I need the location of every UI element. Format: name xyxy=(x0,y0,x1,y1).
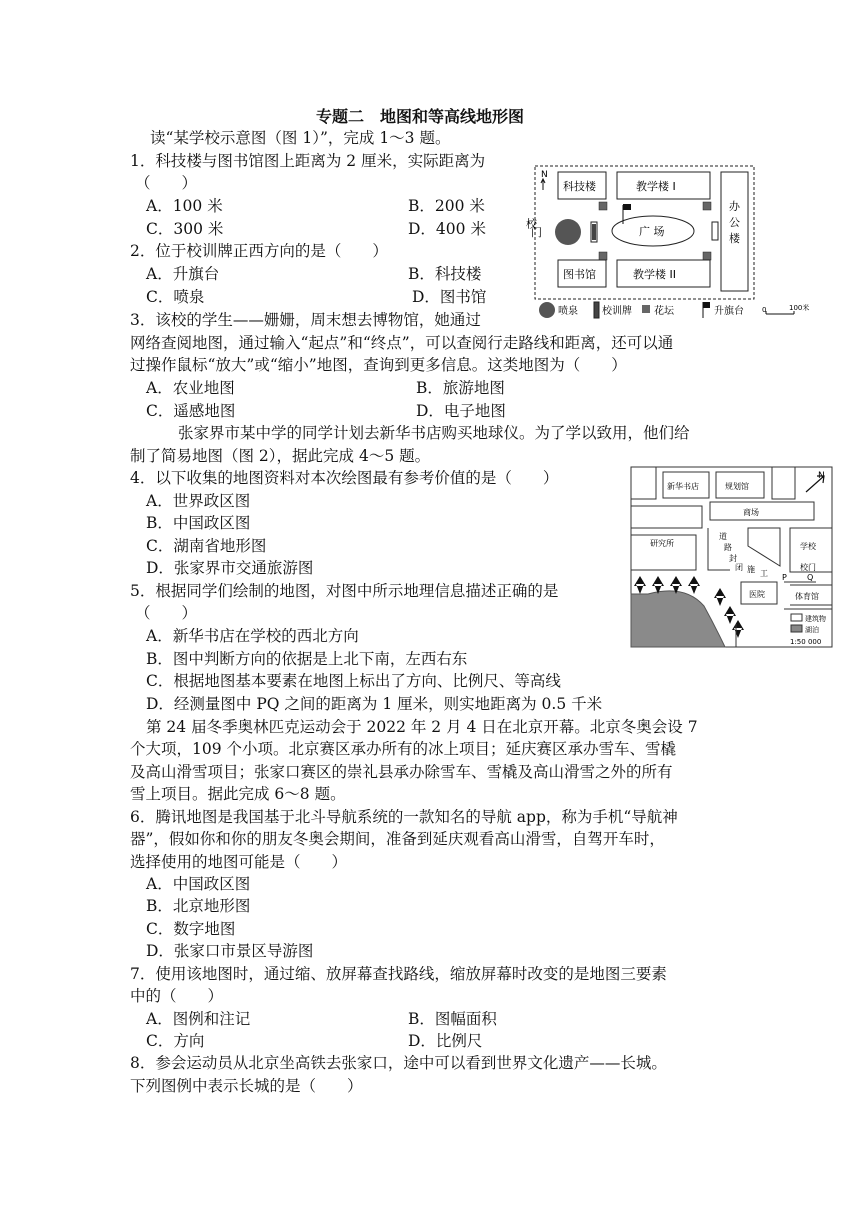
figure-1-scale-bar xyxy=(764,302,814,318)
svg-text:楼: 楼 xyxy=(729,232,740,245)
q7-option-d: D．比例尺 xyxy=(408,1032,483,1050)
intro-3-line-1: 第 24 届冬季奥林匹克运动会于 2022 年 2 月 4 日在北京开幕。北京冬奥会设 7 xyxy=(146,718,698,736)
svg-text:施: 施 xyxy=(747,565,755,574)
q6-option-a: A．中国政区图 xyxy=(146,875,251,893)
figure-2-town-map xyxy=(630,466,834,650)
q2-option-a: A．升旗台 xyxy=(146,265,220,283)
q1-paren: （ ） xyxy=(135,174,198,192)
q7-option-c: C．方向 xyxy=(146,1032,205,1050)
fig1-north-label: N xyxy=(541,170,548,180)
intro-2-line-2: 制了简易地图（图 2），据此完成 4～5 题。 xyxy=(130,447,431,465)
fig1-tushu-label: 图书馆 xyxy=(563,268,596,281)
legend-flowerbed-label: 花坛 xyxy=(654,306,674,317)
intro-1: 读“某学校示意图（图 1）”，完成 1～3 题。 xyxy=(150,129,451,147)
q1-stem: 1．科技楼与图书馆图上距离为 2 厘米，实际距离为 xyxy=(130,152,486,170)
q4-option-c: C．湖南省地形图 xyxy=(146,537,267,555)
q3-option-a: A．农业地图 xyxy=(146,379,235,397)
q5-option-c: C．根据地图基本要素在地图上标出了方向、比例尺、等高线 xyxy=(146,672,561,690)
fig2-xinhua-label: 新华书店 xyxy=(667,482,699,491)
q7-line-1: 7．使用该地图时，通过缩、放屏幕查找路线，缩放屏幕时改变的是地图三要素 xyxy=(130,965,667,983)
q3-line-2: 网络查阅地图，通过输入“起点”和“终点”，可以查阅行走路线和距离，还可以通 xyxy=(130,334,674,352)
fig2-p-label: P xyxy=(782,573,787,582)
q2-option-d: D．图书馆 xyxy=(412,288,487,306)
legend-fountain-label: 喷泉 xyxy=(558,306,578,317)
fig1-keji-label: 科技楼 xyxy=(563,180,596,193)
q1-option-a: A．100 米 xyxy=(146,197,223,215)
q5-option-d: D．经测量图中 PQ 之间的距离为 1 厘米，则实地距离为 0.5 千米 xyxy=(146,695,603,713)
q4-option-d: D．张家界市交通旅游图 xyxy=(146,559,314,577)
q6-line-2: 器”，假如你和你的朋友冬奥会期间，准备到延庆观看高山滑雪，自驾开车时， xyxy=(130,830,665,848)
legend-flowerbed-icon xyxy=(642,305,650,313)
fig1-jx2-label: 教学楼 II xyxy=(633,268,676,281)
q1-option-b: B．200 米 xyxy=(408,197,485,215)
fig1-square-label: 广 场 xyxy=(639,225,665,238)
fig2-legend-lake-label: 湖泊 xyxy=(805,626,819,634)
q3-line-3: 过操作鼠标“放大”或“缩小”地图，查询到更多信息。这类地图为（ ） xyxy=(130,356,627,374)
svg-text:办: 办 xyxy=(729,200,740,213)
svg-text:闭: 闭 xyxy=(735,563,743,572)
q6-option-b: B．北京地形图 xyxy=(146,897,251,915)
q8-line-2: 下列图例中表示长城的是（ ） xyxy=(130,1077,363,1095)
q3-option-c: C．遥感地图 xyxy=(146,402,236,420)
legend-flag-label: 升旗台 xyxy=(714,306,744,317)
q2-option-b: B．科技楼 xyxy=(408,265,482,283)
legend-motto-icon xyxy=(594,302,599,318)
fig2-school-label: 学校 xyxy=(800,542,816,551)
intro-3-line-2: 个大项，109 个小项。北京赛区承办所有的冰上项目；延庆赛区承办雪车、雪橇 xyxy=(130,740,677,758)
figure-1-school-map xyxy=(524,160,768,320)
svg-text:路: 路 xyxy=(724,543,732,552)
fig2-road-label: 道 xyxy=(719,532,727,541)
q4-stem: 4．以下收集的地图资料对本次绘图最有参考价值的是（ ） xyxy=(130,469,559,487)
q6-line-3: 选择使用的地图可能是（ ） xyxy=(130,853,348,871)
fig2-gate-label: 校门 xyxy=(800,563,816,572)
fig1-jx1-label: 教学楼 I xyxy=(636,180,676,193)
svg-text:工: 工 xyxy=(760,569,768,578)
q5-paren: （ ） xyxy=(135,604,198,622)
q7-option-a: A．图例和注记 xyxy=(146,1010,251,1028)
q5-option-a: A．新华书店在学校的西北方向 xyxy=(146,627,359,645)
q7-option-b: B．图幅面积 xyxy=(408,1010,497,1028)
svg-text:公: 公 xyxy=(729,216,740,229)
q3-option-b: B．旅游地图 xyxy=(416,379,505,397)
legend-fountain-icon xyxy=(539,302,555,318)
q3-option-d: D．电子地图 xyxy=(416,402,506,420)
q6-option-c: C．数字地图 xyxy=(146,920,236,938)
legend-motto-label: 校训牌 xyxy=(602,306,632,317)
svg-text:封: 封 xyxy=(729,554,737,563)
fig2-legend-lake-icon xyxy=(791,625,802,632)
fig2-hospital-label: 医院 xyxy=(749,590,765,599)
q7-line-2: 中的（ ） xyxy=(130,987,224,1005)
q5-stem: 5．根据同学们绘制的地图，对图中所示地理信息描述正确的是 xyxy=(130,582,559,600)
fig2-guihua-label: 规划馆 xyxy=(725,482,749,491)
legend-scale-0: 0 xyxy=(762,306,767,314)
legend-scale-100: 100米 xyxy=(789,304,810,312)
q4-option-a: A．世界政区图 xyxy=(146,492,251,510)
fig2-shangchang-label: 商场 xyxy=(743,508,759,517)
q6-option-d: D．张家口市景区导游图 xyxy=(146,942,314,960)
fig2-north-label: N xyxy=(818,471,825,481)
fig2-legend-building-label: 建筑物 xyxy=(805,615,826,623)
page-title: 专题二 地图和等高线地形图 xyxy=(316,107,525,126)
intro-3-line-4: 雪上项目。据此完成 6～8 题。 xyxy=(130,785,346,803)
intro-2-line-1: 张家界市某中学的同学计划去新华书店购买地球仪。为了学以致用，他们给 xyxy=(178,424,690,442)
intro-3-line-3: 及高山滑雪项目；张家口赛区的崇礼县承办除雪车、雪橇及高山滑雪之外的所有 xyxy=(130,763,673,781)
q5-option-b: B．图中判断方向的依据是上北下南，左西右东 xyxy=(146,650,468,668)
q2-stem: 2．位于校训牌正西方向的是（ ） xyxy=(130,242,388,260)
fig2-q-label: Q xyxy=(807,573,814,582)
fig1-fountain-icon xyxy=(555,219,581,245)
q4-option-b: B．中国政区图 xyxy=(146,514,251,532)
fig2-legend-building-icon xyxy=(791,614,802,621)
svg-text:门: 门 xyxy=(531,226,542,239)
q6-line-1: 6．腾讯地图是我国基于北斗导航系统的一款知名的导航 app，称为手机“导航神 xyxy=(130,808,678,826)
fig1-xiaomen-label: 校 xyxy=(524,218,538,229)
q8-line-1: 8．参会运动员从北京坐高铁去张家口，途中可以看到世界文化遗产——长城。 xyxy=(130,1054,667,1072)
q1-option-c: C．300 米 xyxy=(146,220,224,238)
q2-option-c: C．喷泉 xyxy=(146,288,205,306)
fig2-yanjiu-label: 研究所 xyxy=(650,539,674,548)
fig2-scale-label: 1:50 000 xyxy=(790,638,822,646)
q1-option-d: D．400 米 xyxy=(408,220,486,238)
q3-line-1: 3．该校的学生——姗姗，周末想去博物馆，她通过 xyxy=(130,311,481,329)
fig1-north-arrow-icon xyxy=(541,179,545,190)
fig2-gym-label: 体育馆 xyxy=(795,592,819,601)
